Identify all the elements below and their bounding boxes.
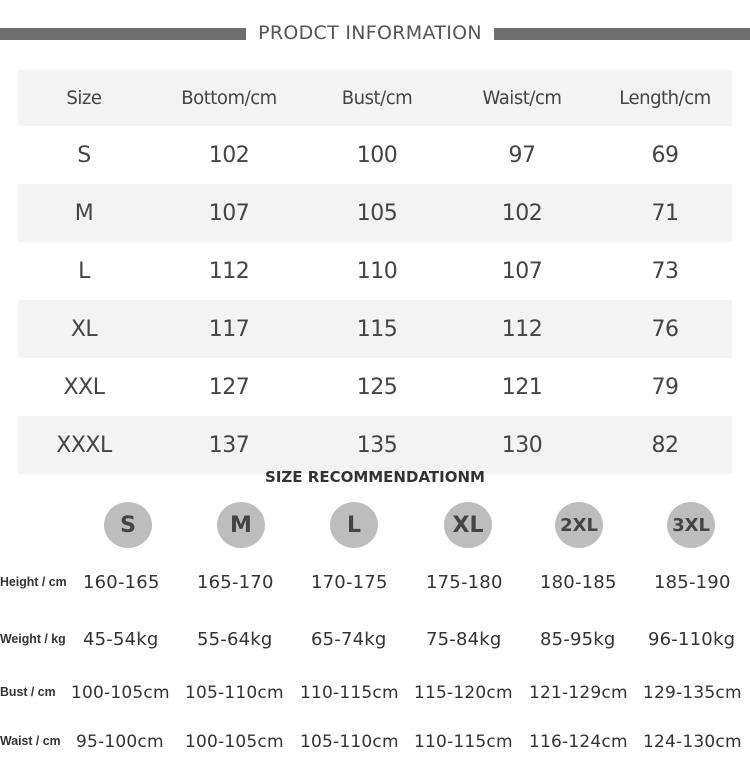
- column-header: Length/cm: [619, 87, 711, 109]
- table-cell: 137: [208, 432, 250, 458]
- weight-label: Weight / kg: [0, 631, 66, 646]
- table-cell: L: [78, 258, 90, 284]
- table-cell: XXXL: [56, 432, 112, 458]
- waist-value: 95-100cm: [76, 732, 164, 752]
- table-cell: XL: [70, 316, 98, 342]
- height-value: 175-180: [426, 572, 503, 593]
- waist-value: 105-110cm: [300, 732, 399, 752]
- table-cell: 121: [501, 374, 543, 400]
- table-cell: 82: [651, 432, 679, 458]
- table-row: [18, 416, 732, 474]
- height-value: 160-165: [83, 572, 160, 593]
- waist-value: 110-115cm: [414, 732, 513, 752]
- column-header: Bust/cm: [341, 87, 413, 109]
- table-cell: 107: [208, 200, 250, 226]
- bust-value: 100-105cm: [71, 683, 170, 703]
- bust-value: 105-110cm: [185, 683, 284, 703]
- table-cell: 69: [651, 142, 679, 168]
- header-bar-left: [0, 28, 246, 40]
- table-cell: 117: [208, 316, 250, 342]
- table-cell: 125: [356, 374, 398, 400]
- bust-label: Bust / cm: [0, 684, 56, 699]
- table-cell: 135: [356, 432, 398, 458]
- size-badge-m: M: [217, 502, 265, 548]
- table-cell: 105: [356, 200, 398, 226]
- table-cell: 71: [651, 200, 679, 226]
- table-cell: 73: [651, 258, 679, 284]
- table-cell: 130: [501, 432, 543, 458]
- table-cell: 110: [356, 258, 398, 284]
- weight-value: 45-54kg: [83, 629, 159, 650]
- weight-value: 65-74kg: [311, 629, 387, 650]
- table-row: [18, 358, 732, 416]
- table-cell: M: [74, 200, 94, 226]
- height-value: 170-175: [311, 572, 388, 593]
- waist-value: 100-105cm: [185, 732, 284, 752]
- bust-value: 110-115cm: [300, 683, 399, 703]
- size-badge-xl: XL: [444, 502, 492, 548]
- table-cell: 76: [651, 316, 679, 342]
- table-cell: 127: [208, 374, 250, 400]
- size-badge-3xl: 3XL: [667, 502, 715, 548]
- table-header-row: [18, 70, 732, 126]
- column-header: Bottom/cm: [181, 87, 277, 109]
- table-row: [18, 300, 732, 358]
- table-cell: 112: [208, 258, 250, 284]
- table-row: [18, 184, 732, 242]
- table-cell: 102: [208, 142, 250, 168]
- table-cell: 79: [651, 374, 679, 400]
- height-value: 165-170: [197, 572, 274, 593]
- recommendation-title: SIZE RECOMMENDATIONM: [265, 468, 485, 486]
- bust-value: 115-120cm: [414, 683, 513, 703]
- weight-value: 55-64kg: [197, 629, 273, 650]
- table-cell: S: [77, 142, 91, 168]
- table-cell: 100: [356, 142, 398, 168]
- height-value: 180-185: [540, 572, 617, 593]
- size-table: [18, 70, 732, 474]
- waist-value: 124-130cm: [643, 732, 742, 752]
- waist-value: 116-124cm: [529, 732, 628, 752]
- table-cell: 107: [501, 258, 543, 284]
- table-cell: 97: [508, 142, 536, 168]
- table-cell: 112: [501, 316, 543, 342]
- size-badge-2xl: 2XL: [555, 502, 603, 548]
- size-badge-s: S: [104, 502, 152, 548]
- page-title: PRODCT INFORMATION: [258, 22, 482, 44]
- bust-value: 129-135cm: [643, 683, 742, 703]
- header-bar-right: [494, 28, 750, 40]
- table-cell: 102: [501, 200, 543, 226]
- table-row: [18, 126, 732, 184]
- height-label: Height / cm: [0, 574, 67, 589]
- size-badge-l: L: [330, 502, 378, 548]
- height-value: 185-190: [654, 572, 731, 593]
- column-header: Waist/cm: [482, 87, 562, 109]
- table-cell: XXL: [63, 374, 105, 400]
- waist-label: Waist / cm: [0, 733, 61, 748]
- column-header: Size: [66, 87, 102, 109]
- table-cell: 115: [356, 316, 398, 342]
- table-row: [18, 242, 732, 300]
- weight-value: 96-110kg: [648, 629, 736, 650]
- weight-value: 85-95kg: [540, 629, 616, 650]
- weight-value: 75-84kg: [426, 629, 502, 650]
- bust-value: 121-129cm: [529, 683, 628, 703]
